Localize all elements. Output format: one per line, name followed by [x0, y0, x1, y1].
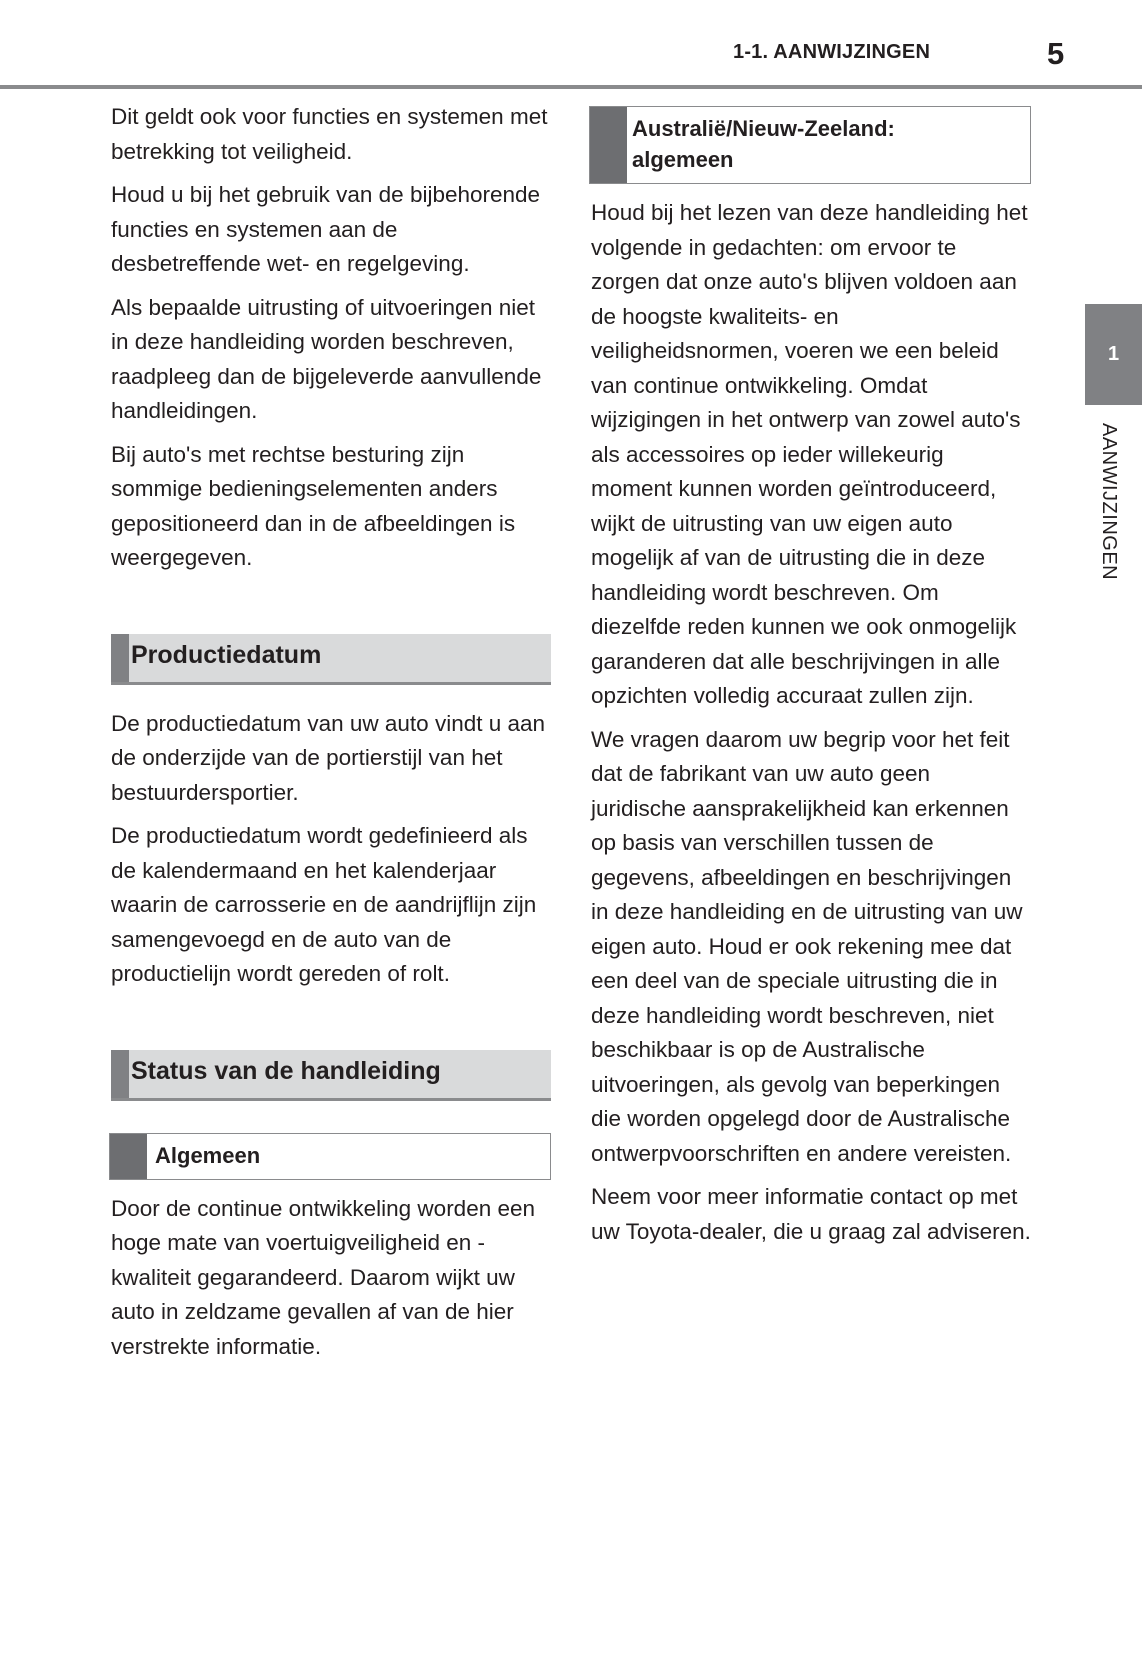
section-heading-status: [111, 1050, 551, 1101]
section-heading-marker: [111, 1050, 129, 1098]
section-heading-text: Status van de handleiding: [131, 1056, 441, 1085]
chapter-tab-number: 1: [1107, 343, 1120, 365]
subheading-line-1: Australië/Nieuw-Zeeland:: [632, 116, 895, 141]
body-paragraph: Door de continue ontwikkeling worden een hoge mate van voertuigveiligheid en -kwaliteit gegarandeerd. Daarom wijkt uw auto in zeldzame gevallen af van de hier verstrekte informatie.: [111, 1195, 536, 1359]
section-heading-marker: [111, 634, 129, 682]
page-number: 5: [1047, 36, 1065, 71]
header-divider: [0, 85, 1142, 89]
body-paragraph: Houd u bij het gebruik van de bijbehorende functies en systemen aan de desbetreffende wet- en regelgeving.: [111, 182, 541, 276]
body-paragraph: Neem voor meer informatie contact op met uw Toyota-dealer, die u graag zal adviseren.: [591, 1184, 1031, 1244]
body-paragraph: De productiedatum wordt gedefinieerd als de kalendermaand en het kalenderjaar waarin de carrosserie en de aandrijflijn zijn samengevoegd en de auto van de productielijn wordt gereden of rolt.: [111, 823, 537, 986]
subheading-marker: [110, 1134, 147, 1179]
section-heading-productiedatum: [111, 634, 551, 685]
subheading-australie-nieuw-zeeland: [589, 106, 1031, 184]
section-heading-text: Productiedatum: [131, 640, 322, 669]
body-paragraph: De productiedatum van uw auto vindt u aan de onderzijde van de portierstijl van het bestuurdersportier.: [111, 710, 546, 805]
chapter-tab[interactable]: [1085, 304, 1142, 405]
running-header-section-title: 1-1. AANWIJZINGEN: [733, 41, 931, 63]
body-paragraph: Als bepaalde uitrusting of uitvoeringen niet in deze handleiding worden beschreven, raadpleeg dan de bijgeleverde aanvullende handleidingen.: [111, 294, 542, 423]
body-paragraph: We vragen daarom uw begrip voor het feit dat de fabrikant van uw auto geen juridische aansprakelijkheid kan erkennen op basis van verschillen tussen de gegevens, afbeeldingen en beschrijvingen in deze handleiding en de uitrusting van uw eigen auto. Houd er ook rekening mee dat een deel van de speciale uitrusting die in deze handleiding wordt beschreven, niet beschikbaar is op de Australische uitvoeringen, als gevolg van beperkingen die worden opgelegd door de Australische ontwerpvoorschriften en andere vereisten.: [591, 726, 1023, 1166]
chapter-side-label: AANWIJZINGEN: [1098, 423, 1120, 581]
subheading-marker: [590, 107, 627, 183]
right-column: [591, 106, 1031, 1258]
body-paragraph: Dit geldt ook voor functies en systemen met betrekking tot veiligheid.: [111, 104, 548, 164]
subheading-text: Algemeen: [155, 1142, 261, 1168]
subheading-line-2: algemeen: [632, 147, 734, 172]
subheading-algemeen: [109, 1133, 551, 1180]
body-paragraph: Houd bij het lezen van deze handleiding het volgende in gedachten: om ervoor te zorgen dat onze auto's blijven voldoen aan de hoogste kwaliteits- en veiligheidsnormen, voeren we een beleid van continue ontwikkeling. Omdat wijzigingen in het ontwerp van zowel auto's als accessoires op ieder willekeurig moment kunnen worden geïntroduceerd, wijkt de uitrusting van uw eigen auto mogelijk af van de uitrusting die in deze handleiding wordt beschreven. Om diezelfde reden kunnen we ook onmogelijk garanderen dat alle beschrijvingen in alle opzichten volledig accuraat zullen zijn.: [591, 200, 1028, 708]
left-column: [111, 100, 551, 1373]
body-paragraph: Bij auto's met rechtse besturing zijn sommige bedieningselementen anders gepositioneerd dan in de afbeeldingen is weergegeven.: [111, 441, 516, 570]
subheading-text: [632, 113, 895, 175]
